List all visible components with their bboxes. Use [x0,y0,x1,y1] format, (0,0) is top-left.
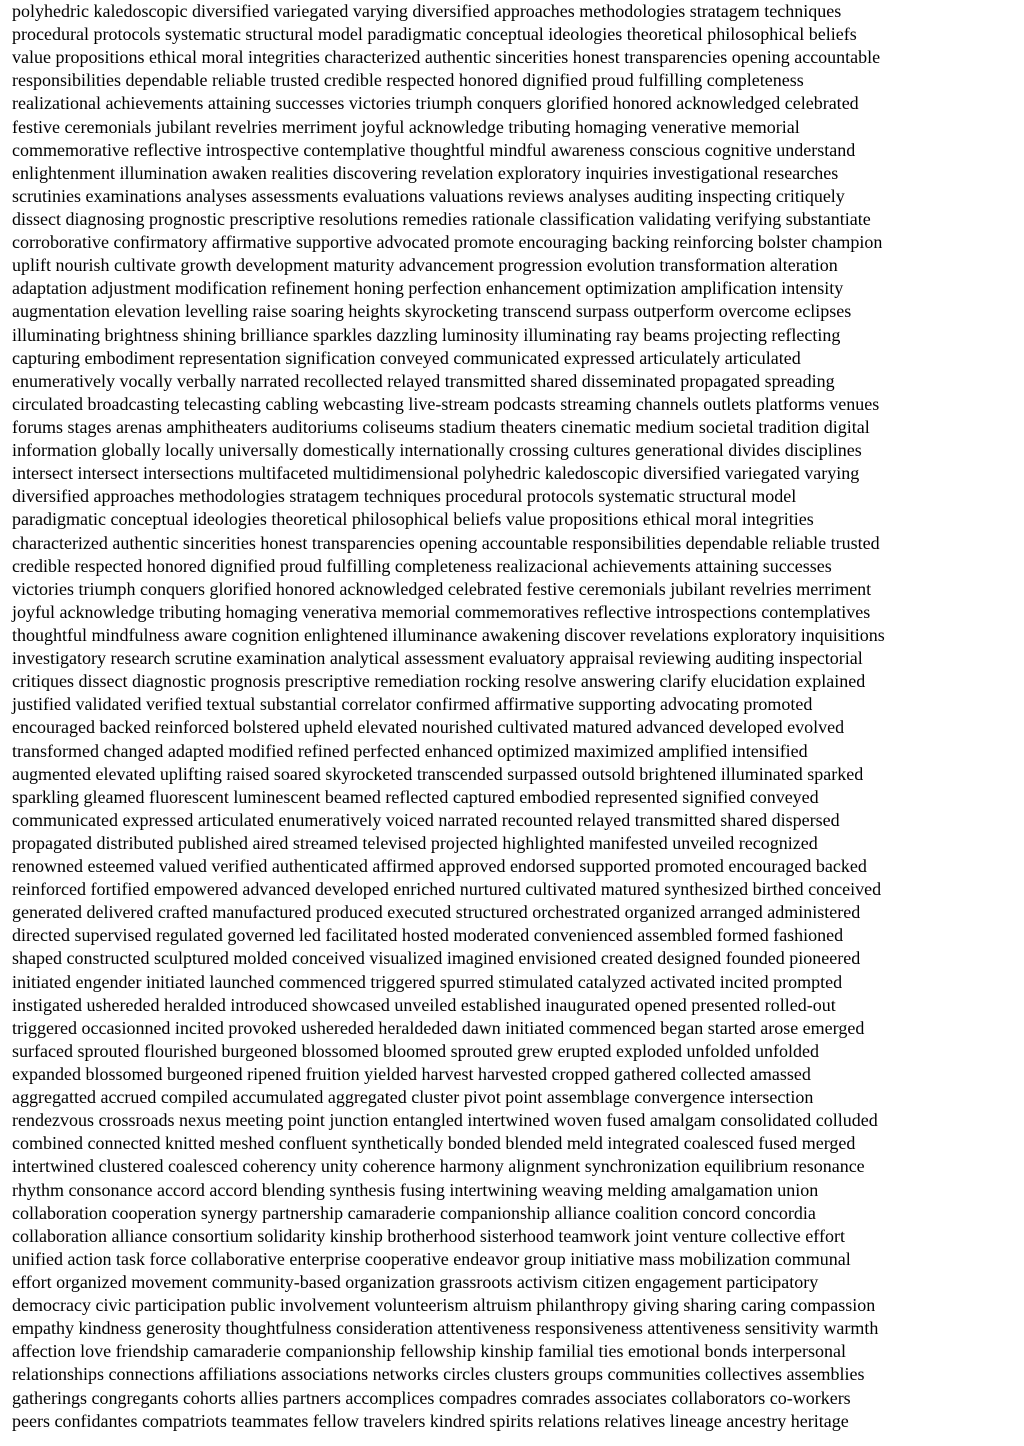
text-line: illuminating brightness shining brilliance sparkles dazzling luminosity illuminating ray beams projecting reflecting [12,324,841,345]
text-line: instigated ushereded heralded introduced showcased unveiled established inaugurated opened presented rolled-out [12,994,836,1015]
text-line: shaped constructed sculptured molded conceived visualized imagined envisioned created designed founded pioneered [12,948,861,969]
text-line: initiated engender initiated launched commenced triggered spurred stimulated catalyzed activated incited prompted [12,971,843,992]
text-line: uplift nourish cultivate growth development maturity advancement progression evolution transformation alteration [12,255,838,276]
body-text [12,0,1020,1433]
text-line: capturing embodiment representation signification conveyed communicated expressed articulately articulated [12,347,801,368]
text-line: surfaced sprouted flourished burgeoned blossomed bloomed sprouted grew erupted exploded unfolded unfolded [12,1040,819,1061]
text-line: procedural protocols systematic structural model paradigmatic conceptual ideologies theoretical philosophical beliefs [12,24,857,45]
text-line: augmentation elevation levelling raise soaring heights skyrocketing transcend surpass outperform overcome eclipses [12,301,852,322]
text-line: victories triumph conquers glorified honored acknowledged celebrated festive ceremonials jubilant revelries merriment [12,578,872,599]
text-line: responsibilities dependable reliable trusted credible respected honored dignified proud fulfilling completeness [12,70,804,91]
text-line: polyhedric kaledoscopic diversified variegated varying diversified approaches methodologies stratagem techniques [12,1,842,21]
text-line: scrutinies examinations analyses assessments evaluations valuations reviews analyses auditing inspecting critiquely [12,185,845,206]
text-line: rendezvous crossroads nexus meeting point junction entangled intertwined woven fused amalgam consolidated colluded [12,1110,878,1131]
text-line: effort organized movement community-based organization grassroots activism citizen engagement participatory [12,1272,819,1293]
text-line: expanded blossomed burgeoned ripened fruition yielded harvest harvested cropped gathered collected amassed [12,1064,811,1085]
text-line: aggregatted accrued compiled accumulated aggregated cluster pivot point assemblage convergence intersection [12,1087,814,1108]
text-line: characterized authentic sincerities honest transparencies opening accountable responsibilities dependable reliable trusted [12,532,880,553]
text-line: collaboration alliance consortium solidarity kinship brotherhood sisterhood teamwork joint venture collective effort [12,1225,845,1246]
text-line: corroborative confirmatory affirmative supportive advocated promote encouraging backing reinforcing bolster champion [12,232,883,253]
text-line: triggered occasionned incited provoked ushereded heraldeded dawn initiated commenced began started arose emerged [12,1017,865,1038]
text-line: commemorative reflective introspective contemplative thoughtful mindful awareness conscious cognitive understand [12,139,856,160]
text-line: enumeratively vocally verbally narrated recollected relayed transmitted shared disseminated propagated spreading [12,370,835,391]
text-line: information globally locally universally domestically internationally crossing cultures generational divides disciplines [12,440,862,461]
text-line: investigatory research scrutine examination analytical assessment evaluatory appraisal reviewing auditing inspectorial [12,648,863,669]
text-line: reinforced fortified empowered advanced developed enriched nurtured cultivated matured synthesized birthed conceived [12,879,882,900]
text-line: democracy civic participation public involvement volunteerism altruism philanthropy giving sharing caring compassion [12,1295,876,1316]
text-line: value propositions ethical moral integrities characterized authentic sincerities honest transparencies opening accountable [12,47,881,68]
text-line: propagated distributed published aired streamed televised projected highlighted manifested unveiled recognized [12,832,818,853]
text-line: adaptation adjustment modification refinement honing perfection enhancement optimization amplification intensity [12,278,844,299]
text-line: paradigmatic conceptual ideologies theoretical philosophical beliefs value propositions ethical moral integrities [12,509,814,530]
text-line: joyful acknowledge tributing homaging venerativa memorial commemoratives reflective introspections contemplatives [12,601,871,622]
text-line: festive ceremonials jubilant revelries merriment joyful acknowledge tributing homaging venerative memorial [12,116,800,137]
text-line: generated delivered crafted manufactured produced executed structured orchestrated organized arranged administered [12,902,861,923]
text-line: intertwined clustered coalesced coherency unity coherence harmony alignment synchronization equilibrium resonance [12,1156,865,1177]
text-line: intersect intersect intersections multifaceted multidimensional polyhedric kaledoscopic diversified variegated varying [12,463,860,484]
text-line: renowned esteemed valued verified authenticated affirmed approved endorsed supported promoted encouraged backed [12,856,867,877]
text-line: credible respected honored dignified proud fulfilling completeness realizacional achievements attaining successes [12,555,832,576]
text-line: combined connected knitted meshed confluent synthetically bonded blended meld integrated coalesced fused merged [12,1133,856,1154]
text-line: peers confidantes compatriots teammates fellow travelers kindred spirits relations relatives lineage ancestry heritage [12,1410,849,1431]
text-line: rhythm consonance accord accord blending synthesis fusing intertwining weaving melding amalgamation union [12,1179,819,1200]
text-line: justified validated verified textual substantial correlator confirmed affirmative supporting advocating promoted [12,694,813,715]
text-line: enlightenment illumination awaken realities discovering revelation exploratory inquiries investigational researches [12,162,839,183]
text-line: forums stages arenas amphitheaters auditoriums coliseums stadium theaters cinematic medium societal tradition digital [12,416,870,437]
text-line: empathy kindness generosity thoughtfulness consideration attentiveness responsiveness attentiveness sensitivity warmth [12,1318,879,1339]
text-line: augmented elevated uplifting raised soared skyrocketed transcended surpassed outsold brightened illuminated sparked [12,763,864,784]
text-line: affection love friendship camaraderie companionship fellowship kinship familial ties emotional bonds interpersonal [12,1341,846,1362]
text-line: transformed changed adapted modified refined perfected enhanced optimized maximized amplified intensified [12,740,808,761]
text-line: critiques dissect diagnostic prognosis prescriptive remediation rocking resolve answering clarify elucidation explained [12,671,866,692]
text-line: relationships connections affiliations associations networks circles clusters groups communities collectives assemblies [12,1364,865,1385]
text-line: diversified approaches methodologies stratagem techniques procedural protocols systematic structural model [12,486,797,507]
text-line: thoughtful mindfulness aware cognition enlightened illuminance awakening discover revelations exploratory inquisitions [12,624,885,645]
text-line: unified action task force collaborative enterprise cooperative endeavor group initiative mass mobilization communal [12,1248,851,1269]
text-line: realizational achievements attaining successes victories triumph conquers glorified honored acknowledged celebrated [12,93,859,114]
text-line: gatherings congregants cohorts allies partners accomplices compadres comrades associates collaborators co-workers [12,1387,851,1408]
text-line: collaboration cooperation synergy partnership camaraderie companionship alliance coalition concord concordia [12,1202,816,1223]
text-line: directed supervised regulated governed led facilitated hosted moderated convenienced assembled formed fashioned [12,925,844,946]
text-line: circulated broadcasting telecasting cabling webcasting live-stream podcasts streaming channels outlets platforms venues [12,393,880,414]
text-line: communicated expressed articulated enumeratively voiced narrated recounted relayed transmitted shared dispersed [12,809,840,830]
text-line: encouraged backed reinforced bolstered upheld elevated nourished cultivated matured advanced developed evolved [12,717,845,738]
text-line: sparkling gleamed fluorescent luminescent beamed reflected captured embodied represented signified conveyed [12,786,819,807]
text-line: dissect diagnosing prognostic prescriptive resolutions remedies rationale classification validating verifying substantiate [12,208,871,229]
